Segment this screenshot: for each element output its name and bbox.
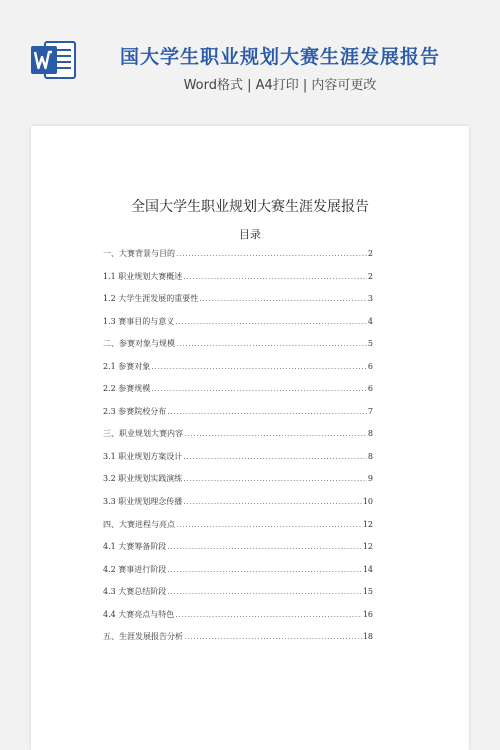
toc-leader-dots xyxy=(183,452,367,461)
toc-leader-dots xyxy=(176,339,367,348)
toc-entry-label: 二、参赛对象与规模 xyxy=(103,339,175,349)
toc-leader-dots xyxy=(183,474,367,483)
toc-entry[interactable] xyxy=(103,361,373,384)
toc-entry-label: 3.2 职业规划实践演练 xyxy=(103,474,183,484)
toc-entry-label: 3.1 职业规划方案设计 xyxy=(103,451,183,461)
format-subtitle: Word格式 | A4打印 | 内容可更改 xyxy=(183,78,377,93)
toc-entry-page: 10 xyxy=(362,497,373,507)
toc-entry[interactable] xyxy=(103,473,373,496)
toc-entry[interactable] xyxy=(103,338,373,361)
toc-leader-dots xyxy=(183,497,362,506)
toc-entry-page: 16 xyxy=(362,609,373,619)
toc-entry-label: 4.1 大赛筹备阶段 xyxy=(103,542,167,552)
document-title: 全国大学生职业规划大赛生涯发展报告 xyxy=(131,199,369,215)
toc-leader-dots xyxy=(151,362,367,371)
toc-leader-dots xyxy=(184,429,367,438)
toc-entry-page: 12 xyxy=(362,542,373,552)
toc-leader-dots xyxy=(183,272,367,281)
toc-entry-page: 8 xyxy=(367,451,373,461)
toc-entry-page: 18 xyxy=(362,632,373,642)
toc-entry[interactable] xyxy=(103,519,373,542)
toc-entry[interactable] xyxy=(103,586,373,609)
toc-entry[interactable] xyxy=(103,496,373,519)
toc-heading: 目录 xyxy=(239,228,261,241)
toc-entry[interactable] xyxy=(103,541,373,564)
toc-entry-label: 1.3 赛事目的与意义 xyxy=(103,316,175,326)
toc-entry-label: 四、大赛进程与亮点 xyxy=(103,519,175,529)
toc-entry-label: 3.3 职业规划理念传播 xyxy=(103,497,183,507)
toc-entry-page: 15 xyxy=(362,587,373,597)
toc-entry[interactable] xyxy=(103,428,373,451)
toc-entry[interactable] xyxy=(103,293,373,316)
toc-entry[interactable] xyxy=(103,271,373,294)
toc-entry-label: 1.2 大学生涯发展的重要性 xyxy=(103,294,199,304)
toc-entry-label: 五、生涯发展报告分析 xyxy=(103,632,183,642)
toc-entry[interactable] xyxy=(103,564,373,587)
toc-entry-page: 6 xyxy=(367,384,373,394)
toc-entry[interactable] xyxy=(103,609,373,632)
toc-leader-dots xyxy=(175,317,367,326)
toc-entry-label: 2.1 参赛对象 xyxy=(103,361,151,371)
toc-entry-page: 9 xyxy=(367,474,373,484)
toc-entry-page: 3 xyxy=(367,294,373,304)
toc-leader-dots xyxy=(199,294,367,303)
toc-leader-dots xyxy=(184,632,362,641)
page-title: 国大学生职业规划大赛生涯发展报告 xyxy=(119,46,440,68)
toc-entry-label: 4.2 赛事进行阶段 xyxy=(103,564,167,574)
toc-leader-dots xyxy=(167,542,362,551)
toc-entry-label: 4.4 大赛亮点与特色 xyxy=(103,609,175,619)
word-icon xyxy=(31,40,77,80)
toc-entry-label: 2.3 参赛院校分布 xyxy=(103,406,167,416)
toc-entry-page: 8 xyxy=(367,429,373,439)
toc-leader-dots xyxy=(176,249,367,258)
toc-entry-page: 2 xyxy=(367,271,373,281)
toc-entry-page: 7 xyxy=(367,406,373,416)
table-of-contents xyxy=(103,248,373,654)
toc-entry-page: 4 xyxy=(367,316,373,326)
toc-leader-dots xyxy=(167,565,362,574)
toc-entry-page: 2 xyxy=(367,249,373,258)
toc-entry-label: 1.1 职业规划大赛概述 xyxy=(103,271,183,281)
toc-entry[interactable] xyxy=(103,631,373,654)
toc-entry-page: 5 xyxy=(367,339,373,349)
toc-entry-label: 三、职业规划大赛内容 xyxy=(103,429,183,439)
document-page xyxy=(31,126,469,750)
toc-entry-label: 一、大赛背景与目的 xyxy=(103,249,175,258)
toc-entry-page: 12 xyxy=(362,519,373,529)
toc-entry[interactable] xyxy=(103,248,373,271)
toc-entry-label: 2.2 参赛规模 xyxy=(103,384,151,394)
toc-entry-page: 6 xyxy=(367,361,373,371)
toc-leader-dots xyxy=(167,407,367,416)
toc-entry[interactable] xyxy=(103,451,373,474)
toc-leader-dots xyxy=(175,610,362,619)
toc-leader-dots xyxy=(176,520,362,529)
toc-entry[interactable] xyxy=(103,383,373,406)
toc-leader-dots xyxy=(167,587,362,596)
toc-leader-dots xyxy=(151,384,367,393)
toc-entry-label: 4.3 大赛总结阶段 xyxy=(103,587,167,597)
header-banner xyxy=(0,0,500,110)
toc-entry[interactable] xyxy=(103,406,373,429)
toc-entry[interactable] xyxy=(103,316,373,339)
toc-entry-page: 14 xyxy=(362,564,373,574)
